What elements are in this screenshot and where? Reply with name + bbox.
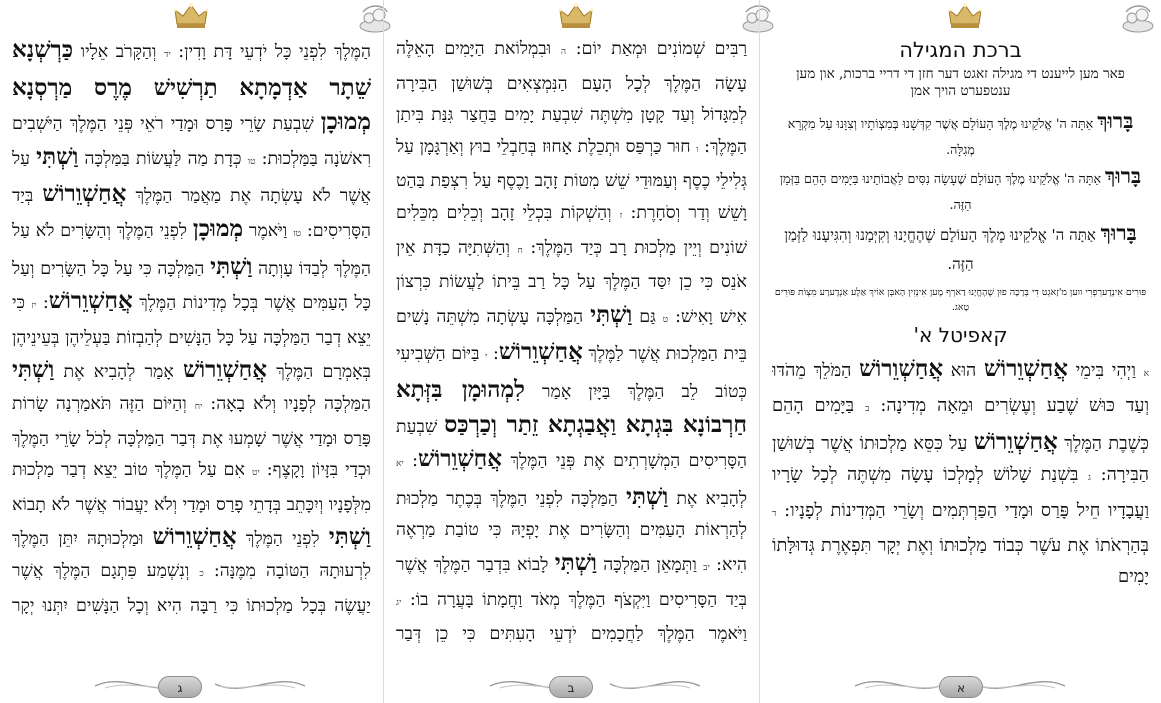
page-text — [772, 34, 1149, 664]
bracha-third: בָּרוּךְ אַתָּה ה' אֱלֹקֵינוּ מֶלֶךְ הָעוֹלָם שֶׁהֶחֱיָנוּ וְקִיְּמָנוּ וְהִגִּיעָנוּ לַזְּמַן הַזֶּה. — [784, 220, 1137, 273]
page-number: ב — [549, 676, 593, 698]
note-text: פּוּרִים אִינְדֶערְפְרִי ווען מ'זָאגְט דִי בְּרָכָה פוּן שֶׁהֶחֱיָנוּ דַארְף מֶען אִינְזִין הָאבְּן אוֹיךְ אַלֶע אַנְדֶערָע מִצְוֹת פּוּרִים טָאג. — [774, 287, 1147, 313]
page-number: ג — [158, 676, 202, 698]
page-text — [396, 34, 747, 664]
page-second — [384, 0, 760, 703]
page-number: א — [939, 676, 983, 698]
page-title: ברכת המגילה — [899, 38, 1022, 62]
bracha-first: בָּרוּךְ אַתָּה ה' אֱלֹקֵינוּ מֶלֶךְ הָעוֹלָם אֲשֶׁר קִדְּשָׁנוּ בְּמִצְוֹתָיו וְצִוָּנוּ עַל מִקְרָא מְגִלָּה. — [787, 108, 1134, 157]
page-first — [760, 0, 1161, 703]
megilla-text: א וַיְהִי בִּימֵי אֲחַשְׁוֵרוֹשׁ הוּא אֲחַשְׁוֵרוֹשׁ הַמֹּלֵךְ מֵהֹדּוּ וְעַד כּוּשׁ שֶׁבַע וְעֶשְׂרִים וּמֵאָה מְדִינָה: ב בַּיָּמִים הָהֵם כְּשֶׁבֶת הַמֶּלֶךְ אֲחַשְׁוֵרוֹשׁ עַל כִּסֵּא מַלְכוּתוֹ אֲשֶׁר בְּשׁוּשַׁן הַבִּירָה: ג בִּשְׁנַת שָׁלוֹשׁ לְמָלְכוֹ עָשָׂה מִשְׁתֶּה לְכָל שָׂרָיו וַעֲבָדָיו חֵיל פָּרַס וּמָדַי הַפַּרְתְּמִים וְשָׂרֵי הַמְּדִינוֹת לְפָנָיו: ד בְּהַרְאֹתוֹ אֶת עֹשֶׁר כְּבוֹד מַלְכוּתוֹ וְאֶת יְקָר תִּפְאֶרֶת גְּדוּלָּתוֹ יָמִים — [772, 355, 1149, 588]
bracha-second: בָּרוּךְ אַתָּה ה' אֱלֹקֵינוּ מֶלֶךְ הָעוֹלָם שֶׁעָשָׂה נִסִּים לַאֲבוֹתֵינוּ בַּיָּמִים הָהֵם בַּזְּמַן הַזֶּה. — [779, 163, 1142, 212]
megilla-text: רַבִּים שְׁמוֹנִים וּמְאַת יוֹם: ה וּבִמְלוֹאת הַיָּמִים הָאֵלֶּה עָשָׂה הַמֶּלֶךְ לְכָל הָעָם הַנִּמְצְאִים בְּשׁוּשַׁן הַבִּירָה לְמִגָּדוֹל וְעַד קָטָן מִשְׁתֶּה שִׁבְעַת יָמִים בַּחֲצַר גִּנַּת בִּיתַן הַמֶּלֶךְ: ו חוּר כַּרְפַּס וּתְכֵלֶת אָחוּז בְּחַבְלֵי בוּץ וְאַרְגָּמָן עַל גְּלִילֵי כֶסֶף וְעַמּוּדֵי שֵׁשׁ מִטּוֹת זָהָב וָכֶסֶף עַל רִצְפַת בַּהַט וָשֵׁשׁ וְדַר וְסֹחָרֶת: ז וְהַשְׁקוֹת בִּכְלֵי זָהָב וְכֵלִים מִכֵּלִים שׁוֹנִים וְיֵין מַלְכוּת רָב כְּיַד הַמֶּלֶךְ: ח וְהַשְּׁתִיָּה כַדָּת אֵין אֹנֵס כִּי כֵן יִסַּד הַמֶּלֶךְ עַל כָּל רַב בֵּיתוֹ לַעֲשׂוֹת כִּרְצוֹן אִישׁ וָאִישׁ: ט גַּם וַשְׁתִּי הַמַּלְכָּה עָשְׂתָה מִשְׁתֵּה נָשִׁים בֵּית הַמַּלְכוּת אֲשֶׁר לַמֶּלֶךְ אֲחַשְׁוֵרוֹשׁ: י בַּיּוֹם הַשְּׁבִיעִי כְּטוֹב לֵב הַמֶּלֶךְ בַּיָּיִן אָמַר לִמְהוּמָן בִּזְּתָא חַרְבוֹנָא בִּגְתָא וַאֲבַגְתָא זֵתַר וְכַרְכַּס שִׁבְעַת הַסָּרִיסִים הַמְשָׁרְתִים אֶת פְּנֵי הַמֶּלֶךְ אֲחַשְׁוֵרוֹשׁ: יא לְהָבִיא אֶת וַשְׁתִּי הַמַּלְכָּה לִפְנֵי הַמֶּלֶךְ בְּכֶתֶר מַלְכוּת לְהַרְאוֹת הָעַמִּים וְהַשָּׂרִים אֶת יָפְיָהּ כִּי טוֹבַת מַרְאֶה הִיא: יב וַתְּמָאֵן הַמַּלְכָּה וַשְׁתִּי לָבוֹא בִּדְבַר הַמֶּלֶךְ אֲשֶׁר בְּיַד הַסָּרִיסִים וַיִּקְצֹף הַמֶּלֶךְ מְאֹד וַחֲמָתוֹ בָּעֲרָה בוֹ: יג וַיֹּאמֶר הַמֶּלֶךְ לַחֲכָמִים יֹדְעֵי הָעִתִּים כִּי כֵן דְּבַר — [396, 39, 747, 645]
intro-text: פאר מען לייענט די מגילה זאגט דער חזן די דריי ברכות, און מען ענטפערט הויך אמן — [796, 66, 1125, 99]
chapter-heading: קאפיטל א' — [913, 323, 1008, 347]
ornament-divider — [480, 668, 710, 698]
page-text — [12, 34, 371, 664]
page-third — [0, 0, 384, 703]
megilla-text: הַמֶּלֶךְ לִפְנֵי כָּל יֹדְעֵי דָּת וָדִין: יד וְהַקָּרֹב אֵלָיו כַּרְשְׁנָא שֵׁתָר אַדְמָתָא תַרְשִׁישׁ מֶרֶס מַרְסְנָא מְמוּכָן שִׁבְעַת שָׂרֵי פָּרַס וּמָדַי רֹאֵי פְּנֵי הַמֶּלֶךְ הַיֹּשְׁבִים רִאשֹׁנָה בַּמַּלְכוּת: טו כְּדָת מַה לַּעֲשׂוֹת בַּמַּלְכָּה וַשְׁתִּי עַל אֲשֶׁר לֹא עָשְׂתָה אֶת מַאֲמַר הַמֶּלֶךְ אֲחַשְׁוֵרוֹשׁ בְּיַד הַסָּרִיסִים: טז וַיֹּאמֶר מְמוּכָן לִפְנֵי הַמֶּלֶךְ וְהַשָּׂרִים לֹא עַל הַמֶּלֶךְ לְבַדּוֹ עָוְתָה וַשְׁתִּי הַמַּלְכָּה כִּי עַל כָּל הַשָּׂרִים וְעַל כָּל הָעַמִּים אֲשֶׁר בְּכָל מְדִינוֹת הַמֶּלֶךְ אֲחַשְׁוֵרוֹשׁ: יז כִּי יֵצֵא דְבַר הַמַּלְכָּה עַל כָּל הַנָּשִׁים לְהַבְזוֹת בַּעְלֵיהֶן בְּעֵינֵיהֶן בְּאָמְרָם הַמֶּלֶךְ אֲחַשְׁוֵרוֹשׁ אָמַר לְהָבִיא אֶת וַשְׁתִּי הַמַּלְכָּה לְפָנָיו וְלֹא בָאָה: יח וְהַיּוֹם הַזֶּה תֹּאמַרְנָה שָׂרוֹת פָּרַס וּמָדַי אֲשֶׁר שָׁמְעוּ אֶת דְּבַר הַמַּלְכָּה לְכֹל שָׂרֵי הַמֶּלֶךְ וּכְדַי בִּזָּיוֹן וָקָצֶף: יט אִם עַל הַמֶּלֶךְ טוֹב יֵצֵא דְבַר מַלְכוּת מִלְּפָנָיו וְיִכָּתֵב בְּדָתֵי פָרַס וּמָדַי וְלֹא יַעֲבוֹר אֲשֶׁר לֹא תָבוֹא וַשְׁתִּי לִפְנֵי הַמֶּלֶךְ אֲחַשְׁוֵרוֹשׁ וּמַלְכוּתָהּ יִתֵּן הַמֶּלֶךְ לִרְעוּתָהּ הַטּוֹבָה מִמֶּנָּה: כ וְנִשְׁמַע פִּתְגָם הַמֶּלֶךְ אֲשֶׁר יַעֲשֶׂה בְּכָל מַלְכוּתוֹ כִּי רַבָּה הִיא וְכָל הַנָּשִׁים יִתְּנוּ יְקָר — [12, 36, 371, 616]
